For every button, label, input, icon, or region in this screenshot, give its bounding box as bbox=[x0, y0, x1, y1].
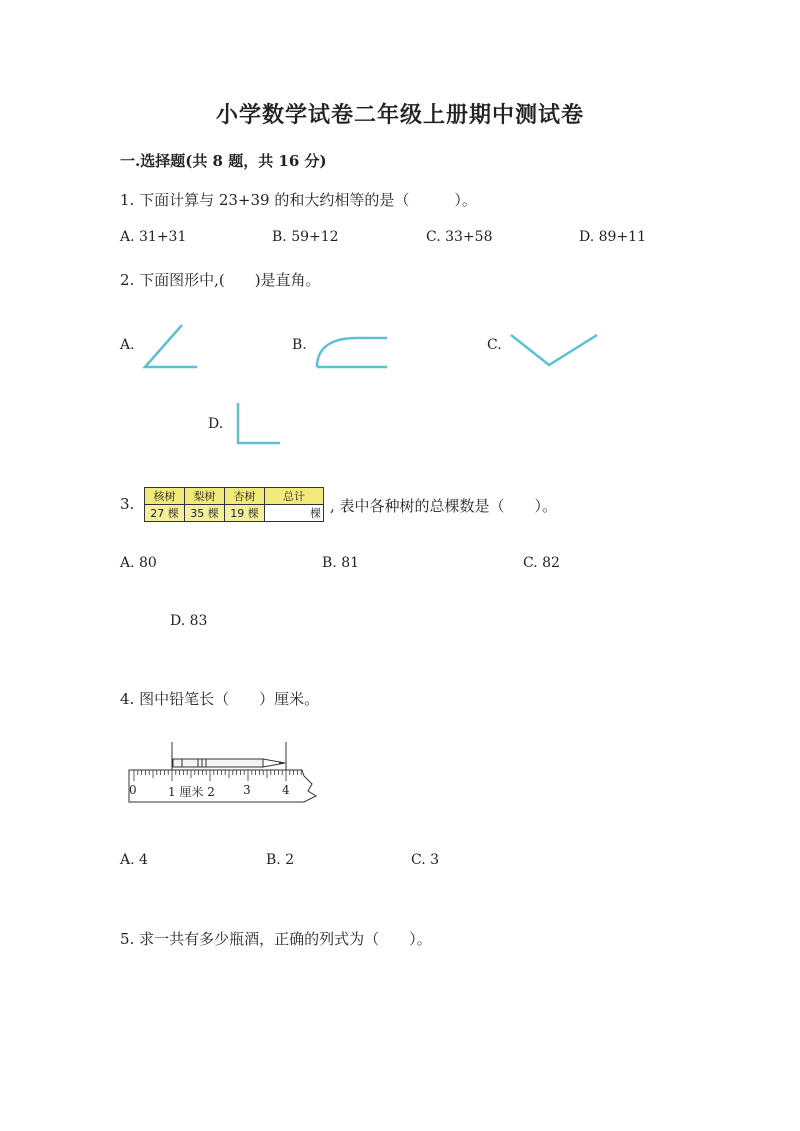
table-cell-total: 棵 bbox=[265, 505, 324, 522]
table-cell: 35 棵 bbox=[185, 505, 225, 522]
question-2-label-c[interactable]: C. bbox=[487, 337, 502, 353]
question-1-option-d[interactable]: D. 89+11 bbox=[579, 229, 646, 245]
question-2-label-d[interactable]: D. bbox=[208, 416, 224, 432]
question-3-option-a[interactable]: A. 80 bbox=[120, 555, 157, 571]
question-1-option-a[interactable]: A. 31+31 bbox=[120, 229, 187, 245]
question-3-option-b[interactable]: B. 81 bbox=[322, 555, 360, 571]
question-4-text: 4. 图中铅笔长（ ）厘米。 bbox=[120, 690, 320, 708]
section-heading: 一.选择题(共 8 题，共 16 分) bbox=[120, 152, 327, 170]
page-title: 小学数学试卷二年级上册期中测试卷 bbox=[215, 102, 584, 128]
table-header-cell: 总计 bbox=[265, 488, 324, 505]
question-1-option-c[interactable]: C. 33+58 bbox=[426, 229, 493, 245]
table-cell: 27 棵 bbox=[145, 505, 185, 522]
ruler-label-0: 0 bbox=[129, 783, 137, 797]
curved-corner-icon bbox=[312, 332, 392, 372]
question-1-text: 1. 下面计算与 23+39 的和大约相等的是（ ）。 bbox=[120, 191, 477, 209]
question-1-option-b[interactable]: B. 59+12 bbox=[272, 229, 339, 245]
table-header-cell: 核树 bbox=[145, 488, 185, 505]
question-2-text: 2. 下面图形中,( )是直角。 bbox=[120, 271, 321, 289]
question-4-option-c[interactable]: C. 3 bbox=[411, 852, 440, 868]
question-4-option-a[interactable]: A. 4 bbox=[120, 852, 148, 868]
question-3-option-c[interactable]: C. 82 bbox=[523, 555, 560, 571]
question-3-option-d[interactable]: D. 83 bbox=[170, 613, 208, 629]
table-cell: 19 棵 bbox=[225, 505, 265, 522]
table-row bbox=[145, 505, 324, 522]
ruler-label-1-2: 1 厘米 2 bbox=[168, 785, 215, 799]
question-5-text: 5. 求一共有多少瓶酒，正确的列式为（ ）。 bbox=[120, 930, 432, 948]
question-3-text: , 表中各种树的总棵数是（ ）。 bbox=[330, 497, 558, 515]
table-header-cell: 梨树 bbox=[185, 488, 225, 505]
question-3-number: 3. bbox=[120, 495, 135, 513]
question-4-option-b[interactable]: B. 2 bbox=[266, 852, 295, 868]
right-angle-icon bbox=[232, 400, 286, 448]
ruler-label-3: 3 bbox=[243, 783, 251, 797]
question-2-label-a[interactable]: A. bbox=[120, 337, 135, 353]
pencil-icon bbox=[173, 759, 285, 767]
question-2-label-b[interactable]: B. bbox=[292, 337, 307, 353]
ruler-label-4: 4 bbox=[282, 783, 290, 797]
acute-angle-icon bbox=[140, 320, 210, 372]
ruler-pencil-figure bbox=[126, 740, 326, 810]
tree-count-table bbox=[144, 487, 324, 522]
table-header-cell: 杏树 bbox=[225, 488, 265, 505]
table-header-row bbox=[145, 488, 324, 505]
obtuse-v-angle-icon bbox=[506, 330, 602, 370]
